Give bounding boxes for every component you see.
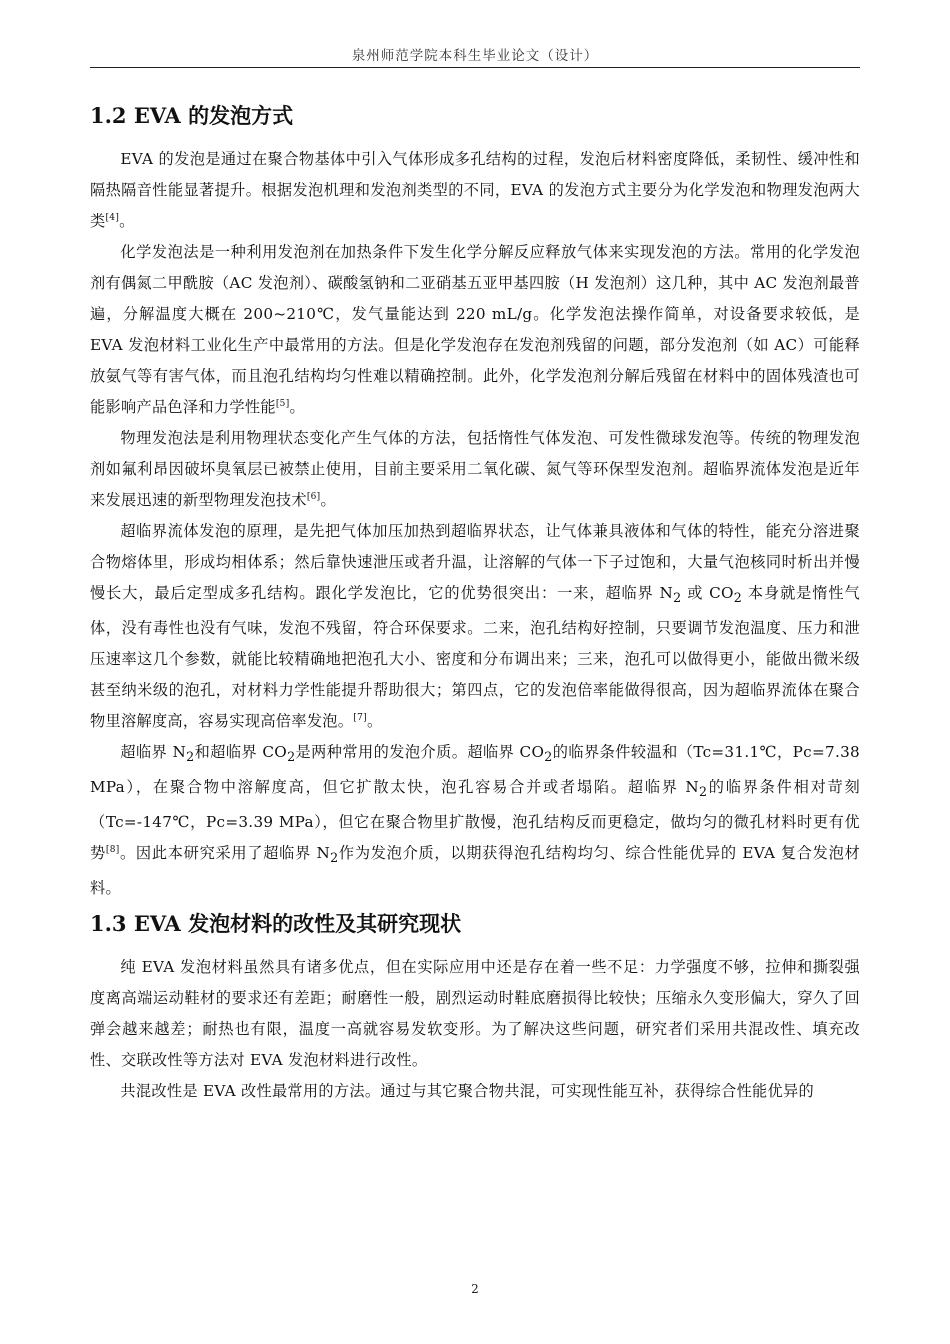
citation: [6]	[306, 492, 321, 502]
subscript: 2	[186, 749, 195, 765]
citation: [7]	[353, 713, 367, 724]
paragraph	[90, 237, 860, 423]
section-heading-1-3: 1.3 EVA 发泡材料的改性及其研究现状	[90, 911, 462, 937]
paragraph-text: 超临界流体发泡的原理，是先把气体加压加热到超临界状态，让气体兼具液体和气体的特性，能充分溶进聚合物熔体里，形成均相体系；然后靠快速泄压或者升温，让溶解的气体一下子过饱和，大量气泡核同时析出并慢慢长大，最后定型成多孔结构。跟化学发泡比，它的优势很突出：一来，超临界 N	[90, 522, 860, 602]
paragraph-text: 和超临界 CO	[194, 743, 288, 762]
paragraph-text: EVA 的发泡是通过在聚合物基体中引入气体形成多孔结构的过程，发泡后材料密度降低，柔韧性、缓冲性和隔热隔音性能显著提升。根据发泡机理和发泡剂类型的不同，EVA 的发泡方式主要分为化学发泡和物理发泡两大类	[90, 150, 860, 230]
citation: [4]	[105, 213, 120, 223]
header-divider	[90, 67, 860, 68]
page-number: 2	[471, 1282, 479, 1296]
punctuation: 。	[366, 712, 383, 731]
paragraph-text: 的临界条件相对苛刻（Tc=-147℃，Pc=3.39 MPa），但它在聚合物里扩散慢，泡孔结构反而更稳定，做均匀的微孔材料时更有优势	[90, 778, 860, 863]
subscript: 2	[698, 784, 708, 800]
paragraph-text: 化学发泡法是一种利用发泡剂在加热条件下发生化学分解反应释放气体来实现发泡的方法。常用的化学发泡剂有偶氮二甲酰胺（AC 发泡剂）、碳酸氢钠和二亚硝基五亚甲基四胺（H 发泡剂）这几种，其中 AC 发泡剂最普遍，分解温度大概在 200~210℃，发气量能达到 220 mL/g。化学发泡法操作简单，对设备要求较低，是 EVA 发泡材料工业化生产中最常用的方法。但是化学发泡存在发泡剂残留的问题，部分发泡剂（如 AC）可能释放氨气等有害气体，而且泡孔结构均匀性难以精确控制。此外，化学发泡剂分解后残留在材料中的固体残渣也可能影响产品色泽和力学性能	[90, 243, 860, 416]
subscript: 2	[544, 749, 553, 765]
section-heading-1-2: 1.2 EVA 的发泡方式	[90, 103, 294, 128]
paragraph	[90, 423, 860, 516]
paragraph: 纯 EVA 发泡材料虽然具有诸多优点，但在实际应用中还是存在着一些不足：力学强度不够，拉伸和撕裂强度离高端运动鞋材的要求还有差距；耐磨性一般，剧烈运动时鞋底磨损得比较快；压缩永久变形偏大，穿久了回弹会越来越差；耐热也有限，温度一高就容易发软变形。为了解决这些问题，研究者们采用共混改性、填充改性、交联改性等方法对 EVA 发泡材料进行改性。	[90, 958, 860, 1070]
page-body	[90, 98, 860, 1107]
citation: [5]	[275, 399, 290, 409]
subscript: 2	[330, 850, 339, 866]
punctuation: 。	[119, 212, 135, 230]
subscript: 2	[287, 749, 296, 765]
citation: [8]	[105, 845, 120, 856]
paragraph-text: 超临界 N	[120, 743, 187, 762]
paragraph	[90, 144, 860, 237]
punctuation: 。	[289, 398, 306, 416]
paragraph-text: 。因此本研究采用了超临界 N	[119, 844, 331, 863]
paragraph-text: 本身就是惰性气体，没有毒性也没有气味，发泡不残留，符合环保要求。二来，泡孔结构好控制，只要调节发泡温度、压力和泄压速率这几个参数，就能比较精确地把泡孔大小、密度和分布调出来；三来，泡孔可以做得更小，能做出微米级甚至纳米级的泡孔，对材料力学性能提升帮助很大；第四点，它的发泡倍率能做得很高，因为超临界流体在聚合物里溶解度高，容易实现高倍率发泡。	[90, 584, 860, 731]
paragraph-text: 物理发泡法是利用物理状态变化产生气体的方法，包括惰性气体发泡、可发性微球发泡等。传统的物理发泡剂如氟利昂因破坏臭氧层已被禁止使用，目前主要采用二氧化碳、氮气等环保型发泡剂。超临界流体发泡是近年来发展迅速的新型物理发泡技术	[90, 429, 860, 509]
paragraph	[90, 516, 860, 737]
paragraph: 共混改性是 EVA 改性最常用的方法。通过与其它聚合物共混，可实现性能互补，获得综合性能优异的	[120, 1082, 815, 1101]
punctuation: 。	[320, 491, 336, 509]
subscript: 2	[673, 590, 682, 606]
subscript: 2	[733, 590, 743, 606]
paragraph-text: 或 CO	[681, 584, 734, 602]
paragraph-text: 的临界条件较温和（Tc=31.1℃，Pc=7.38 MPa），在聚合物中溶解度高，但它扩散太快，泡孔容易合并或者塌陷。超临界 N	[90, 743, 860, 797]
running-header: 泉州师范学院本科生毕业论文（设计）	[351, 48, 599, 64]
paragraph	[90, 737, 860, 904]
paragraph-text: 作为发泡介质，以期获得泡孔结构均匀、综合性能优异的 EVA 复合发泡材料。	[90, 844, 860, 898]
paragraph-text: 是两种常用的发泡介质。超临界 CO	[295, 743, 545, 762]
